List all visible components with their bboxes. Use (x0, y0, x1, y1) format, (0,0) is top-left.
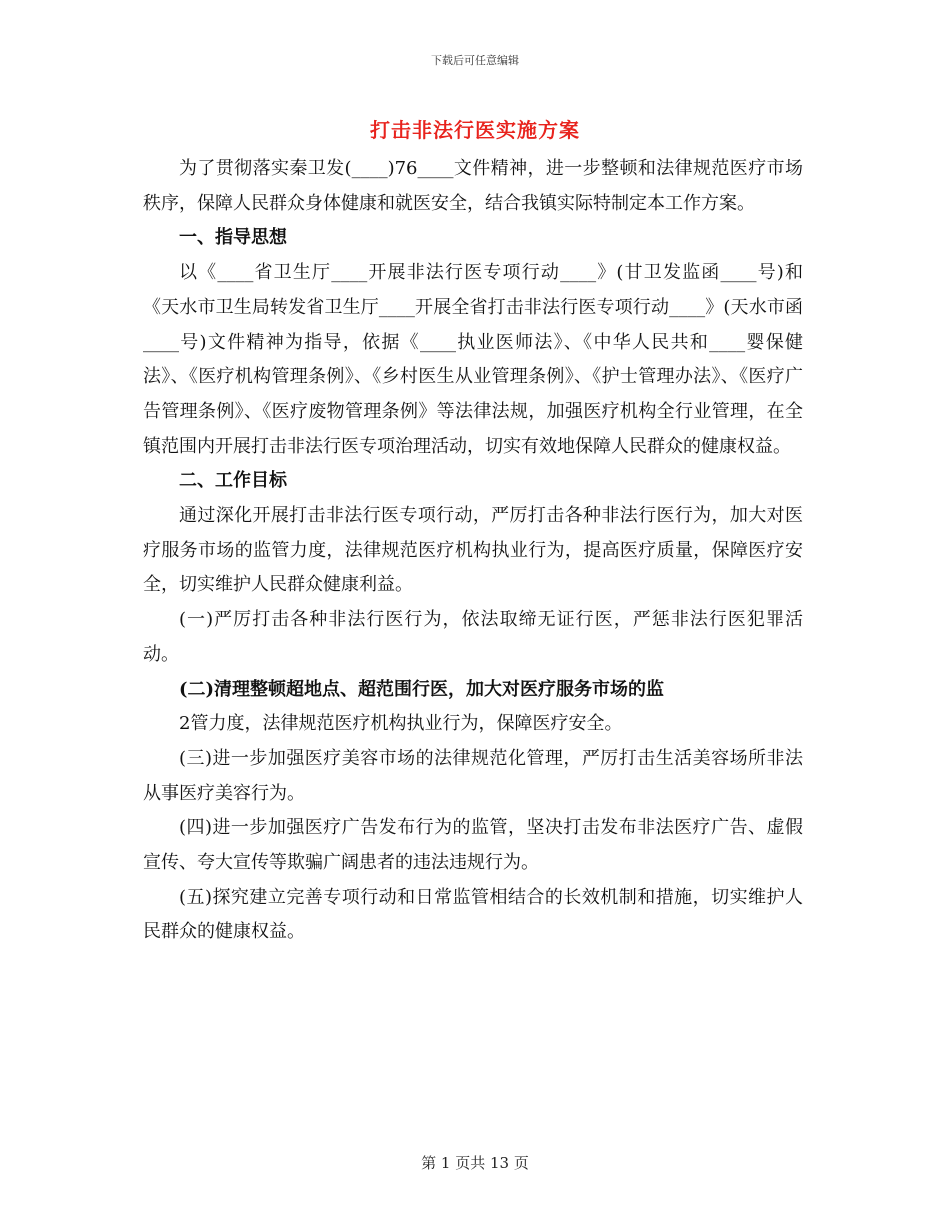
goal-item-2: (二)清理整顿超地点、超范围行医，加大对医疗服务市场的监 (179, 678, 665, 700)
page-header: 下载后可任意编辑 (431, 54, 519, 67)
paragraph-guiding-ideology: 以《____省卫生厅____开展非法行医专项行动____》(甘卫发监函____号)和《天水市卫生局转发省卫生厅____开展全省打击非法行医专项行动____》(天水市函____号)文件精神为指导，依据《____执业医师法》、《中华人民共和____婴保健法》、《医疗机构管理条例》、《乡村医生从业管理条例》、《护士管理办法》、《医疗广告管理条例》、《医疗废物管理条例》等法律法规，加强医疗机构全行业管理，在全镇范围内开展打击非法行医专项治理活动，切实有效地保障人民群众的健康权益。 (143, 262, 803, 457)
goal-item-4: (四)进一步加强医疗广告发布行为的监管，坚决打击发布非法医疗广告、虚假宣传、夸大宣传等欺骗广阔患者的违法违规行为。 (143, 817, 803, 874)
document-title: 打击非法行医实施方案 (370, 118, 580, 142)
section-heading-guiding-ideology: 一、指导思想 (179, 227, 287, 249)
goal-item-1: (一)严厉打击各种非法行医行为，依法取缔无证行医，严惩非法行医犯罪活动。 (143, 609, 803, 665)
paragraph-intro: 为了贯彻落实秦卫发(____)76____文件精神，进一步整顿和法律规范医疗市场秩序，保障人民群众身体健康和就医安全，结合我镇实际特制定本工作方案。 (143, 158, 803, 214)
document-body (143, 152, 803, 950)
section-heading-work-goals: 二、工作目标 (179, 470, 287, 492)
goal-item-5: (五)探究建立完善专项行动和日常监管相结合的长效机制和措施，切实维护人民群众的健康权益。 (143, 886, 803, 943)
goal-item-3: (三)进一步加强医疗美容市场的法律规范化管理，严厉打击生活美容场所非法从事医疗美容行为。 (143, 747, 803, 804)
goal-item-2-continued: 2管力度，法律规范医疗机构执业行为，保障医疗安全。 (179, 713, 623, 735)
page-footer: 第 1 页共 13 页 (421, 1154, 529, 1172)
paragraph-work-goals: 通过深化开展打击非法行医专项行动，严厉打击各种非法行医行为，加大对医疗服务市场的监管力度，法律规范医疗机构执业行为，提高医疗质量，保障医疗安全，切实维护人民群众健康利益。 (143, 505, 803, 596)
